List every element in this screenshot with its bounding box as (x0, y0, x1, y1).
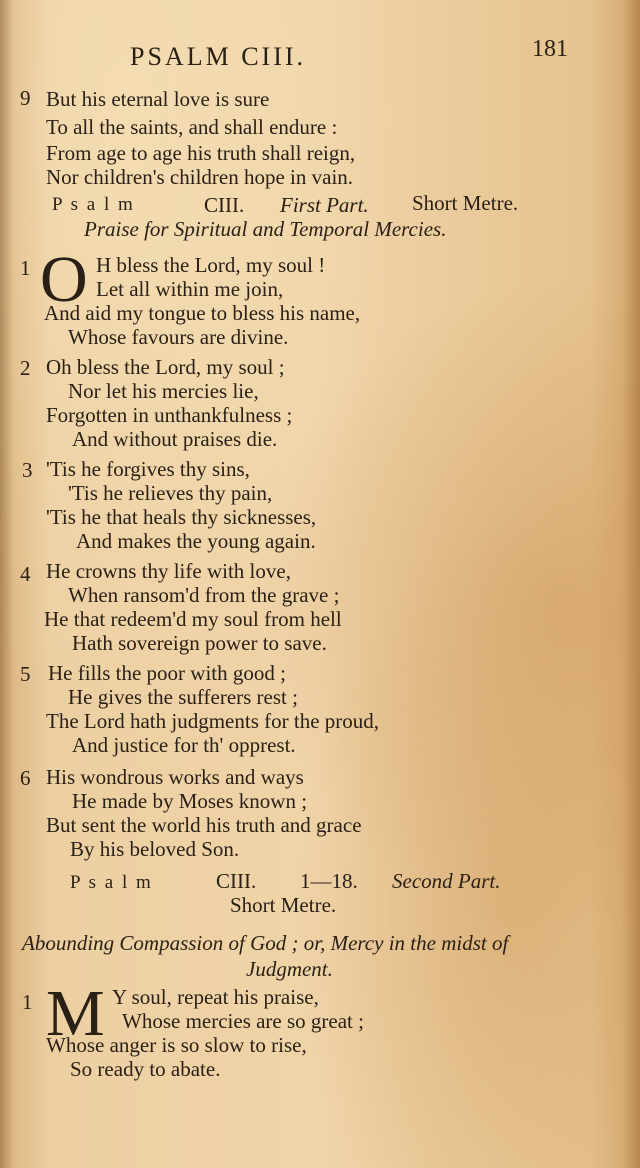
part-heading-range: 1—18. (300, 869, 358, 893)
part-heading-metre: Short Metre. (412, 191, 519, 215)
verse-number: 3 (22, 458, 33, 482)
part-heading-number: CIII. (204, 193, 245, 217)
running-head: PSALM CIII. (130, 42, 307, 71)
verse-line: The Lord hath judgments for the proud, (46, 709, 380, 733)
part-subtitle: Abounding Compassion of God ; or, Mercy in the midst of (22, 931, 509, 955)
verse-line: Hath sovereign power to save. (72, 631, 327, 655)
verse-line: 'Tis he that heals thy sicknesses, (46, 505, 317, 529)
verse-line: Y soul, repeat his praise, (112, 985, 319, 1009)
verse-line: But sent the world his truth and grace (46, 813, 362, 837)
verse-line: To all the saints, and shall endure : (46, 115, 338, 139)
drop-cap: M (46, 977, 105, 1050)
verse-number: 1 (22, 990, 33, 1014)
verse-line: By his beloved Son. (70, 837, 240, 861)
part-heading-metre: Short Metre. (230, 893, 337, 917)
verse-line: 'Tis he relieves thy pain, (68, 481, 273, 505)
verse-line: He gives the sufferers rest ; (68, 685, 298, 709)
verse-number: 9 (20, 86, 31, 110)
verse-number: 5 (20, 662, 31, 686)
verse-line: Oh bless the Lord, my soul ; (46, 355, 285, 379)
verse-line: Nor let his mercies lie, (68, 379, 259, 403)
verse-line: But his eternal love is sure (46, 87, 270, 111)
verse-line: And without praises die. (72, 427, 278, 451)
verse-line: 'Tis he forgives thy sins, (46, 457, 250, 481)
verse-line: Whose mercies are so great ; (122, 1009, 364, 1033)
part-subtitle: Judgment. (246, 957, 333, 981)
verse-number: 2 (20, 356, 31, 380)
verse-line: So ready to abate. (70, 1057, 221, 1081)
verse-line: He made by Moses known ; (72, 789, 308, 813)
verse-number: 6 (20, 766, 31, 790)
drop-cap: O (40, 243, 88, 316)
verse-line: Nor children's children hope in vain. (46, 165, 354, 189)
part-heading-part: First Part. (280, 193, 369, 217)
verse-line: And makes the young again. (76, 529, 316, 553)
part-heading-number: CIII. (216, 869, 257, 893)
verse-line: From age to age his truth shall reign, (46, 141, 356, 165)
verse-line: And aid my tongue to bless his name, (44, 301, 361, 325)
verse-line: He that redeem'd my soul from hell (44, 607, 342, 631)
part-heading-psalm: P s a l m (70, 872, 153, 893)
verse-number: 4 (20, 562, 31, 586)
page-edge-shadow-left (0, 0, 14, 1168)
verse-line: He crowns thy life with love, (46, 559, 291, 583)
part-heading-part: Second Part. (392, 869, 501, 893)
verse-line: Let all within me join, (96, 277, 284, 301)
part-subtitle: Praise for Spiritual and Temporal Mercies. (84, 217, 447, 241)
verse-line: He fills the poor with good ; (48, 661, 286, 685)
verse-line: Whose anger is so slow to rise, (46, 1033, 307, 1057)
verse-line: Forgotten in unthankfulness ; (46, 403, 293, 427)
part-heading-psalm: P s a l m (52, 194, 135, 215)
verse-line: When ransom'd from the grave ; (68, 583, 340, 607)
page-number: 181 (532, 36, 568, 62)
verse-line: And justice for th' opprest. (72, 733, 296, 757)
verse-number: 1 (20, 256, 31, 280)
verse-line: His wondrous works and ways (46, 765, 304, 789)
verse-line: H bless the Lord, my soul ! (96, 253, 326, 277)
page-edge-shadow-right (622, 0, 640, 1168)
verse-line: Whose favours are divine. (68, 325, 289, 349)
